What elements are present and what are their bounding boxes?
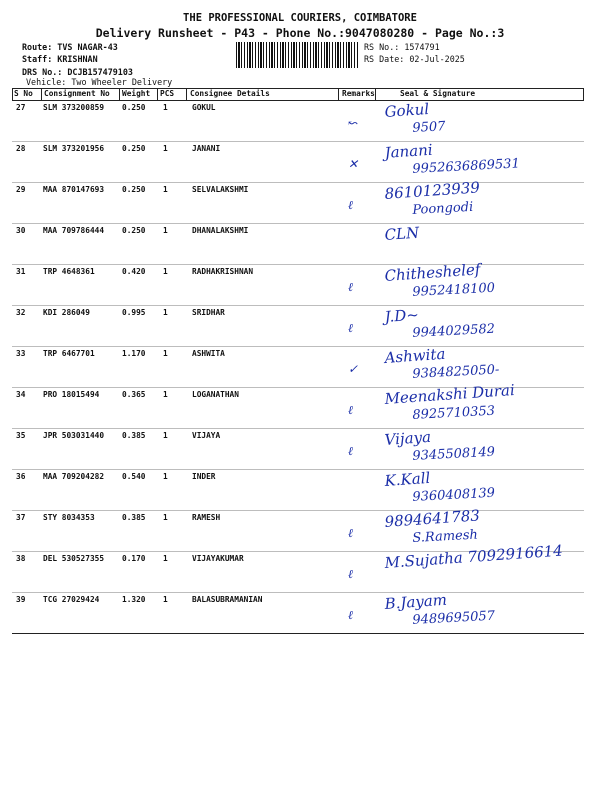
row-pcs: 1 [163,226,168,235]
drs-number: DRS No.: DCJB157479103 [22,67,133,77]
row-weight: 0.420 [122,267,146,276]
row-consignee: JANANI [192,144,221,153]
row-consignee: VIJAYA [192,431,221,440]
row-signature-primary: Gokul [384,99,430,121]
row-signature-secondary: 9360408139 [412,485,496,505]
row-signature-primary: 8610123939 [384,178,481,203]
row-sno: 35 [16,431,26,440]
row-sno: 39 [16,595,26,604]
row-signature-primary: B.Jayam [384,590,448,613]
col-divider [41,88,42,100]
col-divider [157,88,158,100]
row-consignee: LOGANATHAN [192,390,239,399]
row-pcs: 1 [163,513,168,522]
col-divider [338,88,339,100]
row-sno: 37 [16,513,26,522]
row-weight: 0.540 [122,472,146,481]
row-signature-primary: Ashwita [384,344,446,367]
row-consignee: BALASUBRAMANIAN [192,595,263,604]
row-consignee: GOKUL [192,103,216,112]
row-pcs: 1 [163,103,168,112]
row-remark-mark: ℓ [348,567,353,581]
runsheet-table [12,88,584,628]
col-divider [186,88,187,100]
row-pcs: 1 [163,431,168,440]
row-divider [12,592,584,593]
row-consignee: VIJAYAKUMAR [192,554,244,563]
header-signature: Seal & Signature [400,89,476,98]
row-pcs: 1 [163,185,168,194]
row-signature-secondary: 8925710353 [412,403,496,423]
row-signature-secondary: S.Ramesh [412,527,479,546]
row-remark-mark: ℓ [348,198,353,212]
row-signature-secondary: 9489695057 [412,608,496,628]
row-consignee: RAMESH [192,513,221,522]
rs-date: RS Date: 02-Jul-2025 [364,54,465,64]
row-weight: 0.250 [122,103,146,112]
row-pcs: 1 [163,595,168,604]
vehicle-label: Vehicle: Two Wheeler Delivery [26,77,173,87]
row-remark-mark: ℓ [348,608,353,622]
row-weight: 0.250 [122,185,146,194]
row-consignee: DHANALAKSHMI [192,226,249,235]
row-sno: 30 [16,226,26,235]
row-consignment-no: DEL 530527355 [43,554,105,563]
row-consignment-no: SLM 373201956 [43,144,105,153]
row-pcs: 1 [163,390,168,399]
row-signature-secondary: 9944029582 [412,321,496,341]
staff-label: Staff: KRISHNAN [22,54,98,64]
row-divider [12,182,584,183]
row-divider [12,346,584,347]
row-remark-mark: ✕ [348,157,359,171]
row-consignment-no: MAA 870147693 [43,185,105,194]
row-pcs: 1 [163,472,168,481]
col-divider [375,88,376,100]
row-consignee: SELVALAKSHMI [192,185,249,194]
row-sno: 33 [16,349,26,358]
row-sno: 38 [16,554,26,563]
row-sno: 27 [16,103,26,112]
row-divider [12,510,584,511]
header-consignment: Consignment No [44,89,110,98]
row-divider [12,428,584,429]
row-signature-primary: Vijaya [384,427,432,449]
row-sno: 31 [16,267,26,276]
company-title: THE PROFESSIONAL COURIERS, COIMBATORE [183,12,417,24]
row-remark-mark: ℓ [348,321,353,335]
barcode-image [236,42,358,68]
header-pcs: PCS [160,89,175,98]
row-signature-primary: K.Kall [384,468,431,490]
row-signature-primary: M.Sujatha 7092916614 [384,541,564,572]
route-label: Route: TVS NAGAR-43 [22,42,118,52]
row-sno: 34 [16,390,26,399]
row-weight: 0.385 [122,513,146,522]
row-remark-mark: ℓ [348,526,353,540]
row-consignee: INDER [192,472,216,481]
row-consignment-no: SLM 373200859 [43,103,105,112]
header-consignee: Consignee Details [190,89,270,98]
row-remark-mark: ✓ [348,362,359,376]
row-weight: 1.170 [122,349,146,358]
row-divider [12,223,584,224]
row-consignee: ASHWITA [192,349,225,358]
row-pcs: 1 [163,308,168,317]
row-sno: 29 [16,185,26,194]
row-consignee: RADHAKRISHNAN [192,267,254,276]
row-signature-secondary: 9345508149 [412,444,496,464]
row-divider [12,264,584,265]
row-signature-primary: Chitheshelef [384,260,481,285]
row-consignment-no: MAA 709204282 [43,472,105,481]
row-weight: 0.995 [122,308,146,317]
row-signature-secondary: 9507 [412,119,446,136]
table-header-border [12,100,584,101]
row-remark-mark: ℓ [348,280,353,294]
row-weight: 0.250 [122,144,146,153]
col-divider [119,88,120,100]
row-divider [12,633,584,634]
row-consignment-no: JPR 503031440 [43,431,105,440]
row-divider [12,469,584,470]
row-signature-secondary: Poongodi [412,199,474,218]
row-weight: 0.385 [122,431,146,440]
row-consignment-no: KDI 286049 [43,308,90,317]
row-sno: 32 [16,308,26,317]
col-divider [12,88,13,100]
row-sno: 36 [16,472,26,481]
rs-number: RS No.: 1574791 [364,42,440,52]
col-divider [583,88,584,100]
row-consignment-no: STY 8034353 [43,513,95,522]
header-sno: S No [14,89,33,98]
runsheet-subtitle: Delivery Runsheet - P43 - Phone No.:9047080280 - Page No.:3 [95,26,505,40]
row-sno: 28 [16,144,26,153]
row-signature-secondary: 9384825050- [412,362,500,382]
row-consignment-no: TRP 6467701 [43,349,95,358]
row-signature-primary: CLN [384,223,420,244]
header-weight: Weight [122,89,151,98]
row-remark-mark: ℓ [348,444,353,458]
row-divider [12,141,584,142]
row-remark-mark: ↜ [348,116,359,130]
row-pcs: 1 [163,144,168,153]
row-pcs: 1 [163,349,168,358]
row-consignee: SRIDHAR [192,308,225,317]
row-consignment-no: TCG 27029424 [43,595,100,604]
header-remarks: Remarks [342,89,375,98]
row-consignment-no: MAA 709786444 [43,226,105,235]
row-signature-primary: J.D~ [384,305,420,326]
row-weight: 1.320 [122,595,146,604]
row-weight: 0.170 [122,554,146,563]
row-signature-primary: Meenakshi Durai [384,380,516,408]
row-weight: 0.250 [122,226,146,235]
row-signature-primary: Janani [384,140,434,162]
row-remark-mark: ℓ [348,403,353,417]
row-weight: 0.365 [122,390,146,399]
row-signature-secondary: 9952418100 [412,280,496,300]
row-pcs: 1 [163,554,168,563]
row-consignment-no: TRP 4648361 [43,267,95,276]
row-signature-primary: 9894641783 [384,506,481,531]
row-consignment-no: PRO 18015494 [43,390,100,399]
row-divider [12,305,584,306]
row-signature-secondary: 9952636869531 [412,156,521,177]
row-pcs: 1 [163,267,168,276]
